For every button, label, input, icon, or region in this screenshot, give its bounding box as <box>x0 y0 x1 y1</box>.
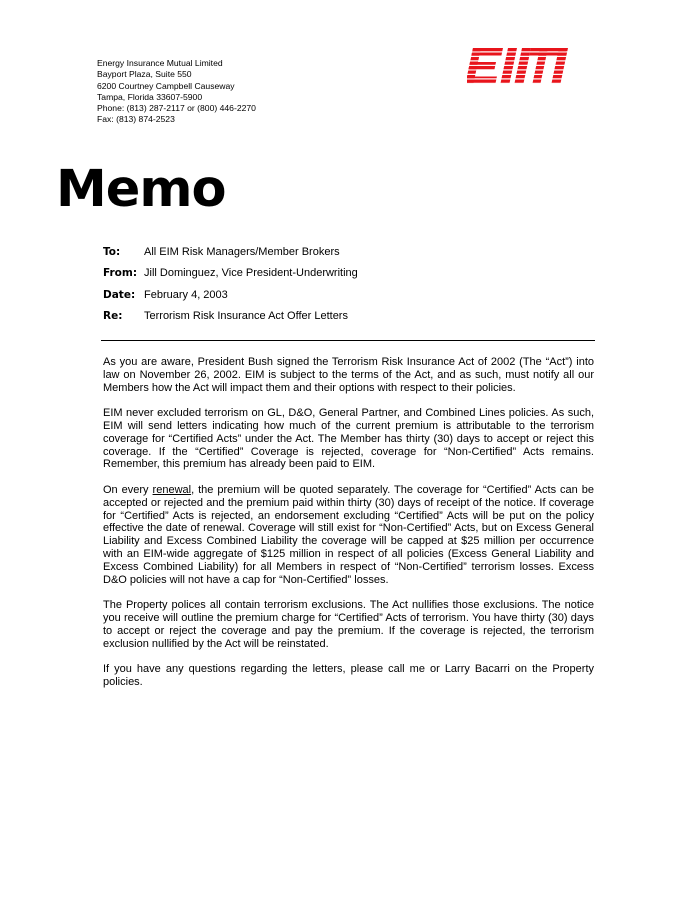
eim-logo <box>467 48 579 88</box>
date-row <box>103 288 228 302</box>
memo-body <box>103 356 594 702</box>
to-value: All EIM Risk Managers/Member Brokers <box>144 246 340 258</box>
from-label: From: <box>103 267 138 279</box>
body-paragraph <box>103 484 594 586</box>
letterhead-address <box>97 58 256 126</box>
from-value: Jill Dominguez, Vice President-Underwriting <box>144 267 358 279</box>
letterhead-line: 6200 Courtney Campbell Causeway <box>97 80 235 91</box>
re-value: Terrorism Risk Insurance Act Offer Letters <box>144 310 348 322</box>
re-row <box>103 309 348 323</box>
letterhead-line: Energy Insurance Mutual Limited <box>97 58 223 68</box>
body-paragraph: The Property polices all contain terrorism exclusions. The Act nullifies those exclusions. The notice you receive will outline the premium charge for “Certified” Acts of terrorism. You have thirty (30) days to accept or reject the coverage and pay the premium. If the coverage is rejected, the terrorism exclusion nullified by the Act will be reinstated. <box>103 599 594 650</box>
body-paragraph: If you have any questions regarding the letters, please call me or Larry Bacarri on the Property policies. <box>103 663 594 688</box>
to-row <box>103 245 340 259</box>
memo-title: Memo <box>56 160 226 219</box>
body-paragraph: As you are aware, President Bush signed the Terrorism Risk Insurance Act of 2002 (The “Act”) into law on November 26, 2002. EIM is subject to the terms of the Act, and as such, must notify all our Members how the Act will impact them and their options with respect to their policies. <box>103 356 594 394</box>
body-paragraph: EIM never excluded terrorism on GL, D&O, General Partner, and Combined Lines policies. As such, EIM will send letters indicating how much of the current premium is attributable to the terrorism coverage for “Certified Acts” under the Act. The Member has thirty (30) days to accept or reject this coverage. If the “Certified” Coverage is rejected, coverage for “Non-Certified” Acts remains. Remember, this premium has already been paid to EIM. <box>103 407 594 471</box>
letterhead-line: Phone: (813) 287-2117 or (800) 446-2270 <box>97 103 256 114</box>
body-text: On every <box>103 483 153 496</box>
date-value: February 4, 2003 <box>144 289 228 301</box>
letterhead-line: Bayport Plaza, Suite 550 <box>97 69 192 80</box>
letterhead-line: Fax: (813) 874-2523 <box>97 114 175 125</box>
re-label: Re: <box>103 310 123 322</box>
date-label: Date: <box>103 289 136 301</box>
to-label: To: <box>103 246 121 258</box>
from-row <box>103 266 358 280</box>
body-text: , the premium will be quoted separately. The coverage for “Certified” Acts can be accepted or rejected and the premium paid within thirty (30) days of receipt of the notice. If coverage for “Certified” Acts is rejected, an endorsement excluding “Certified” Acts will be put on the policy effective the date of renewal. Coverage will still exist for “Non-Certified” Acts, but on Excess General Liability and Excess Combined Liability the coverage will be capped at $25 million per occurrence with an EIM-wide aggregate of $125 million in respect of all policies (Excess General Liability and Excess Combined Liability) for all Members in respect of “Non-Certified” terrorism losses. Excess D&O policies will not have a cap for “Non-Certified” losses. <box>103 483 595 586</box>
letterhead-line: Tampa, Florida 33607-5900 <box>97 91 203 102</box>
divider-line <box>101 340 595 341</box>
renewal-underlined-word: renewal <box>152 483 192 496</box>
